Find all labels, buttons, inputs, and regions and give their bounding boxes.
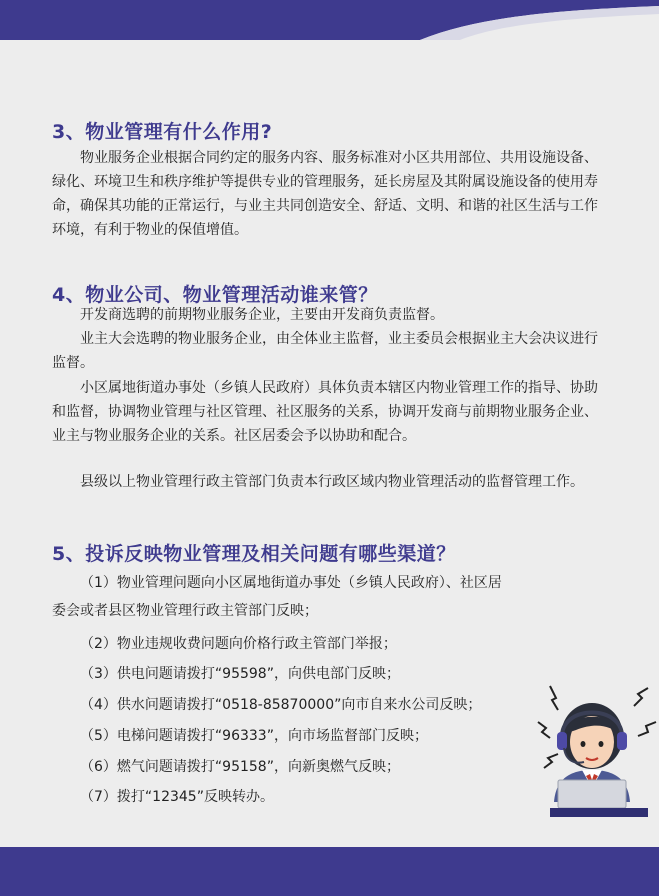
section-4-heading: 4、物业公司、物业管理活动谁来管？ [52, 284, 378, 306]
section-4-paragraph: 业主大会选聘的物业服务企业，由全体业主监督，业主委员会根据业主大会决议进行监督。 [52, 331, 598, 371]
section-3-heading: 3、物业管理有什么作用? [52, 121, 273, 143]
channel-list-item: （7）拨打“12345”反映转办。 [80, 789, 274, 805]
section-4-paragraph: 县级以上物业管理行政主管部门负责本行政区域内物业管理活动的监督管理工作。 [80, 474, 584, 490]
section-5-heading: 5、投诉反映物业管理及相关问题有哪些渠道？ [52, 543, 456, 565]
channel-list-item: （3）供电问题请拨打“95598”，向供电部门反映； [80, 666, 400, 682]
customer-service-agent-illustration [530, 676, 659, 826]
channel-list-item: （2）物业违规收费问题向价格行政主管部门举报； [80, 636, 397, 652]
channel-list-item [52, 571, 600, 623]
top-decorative-band [0, 0, 659, 40]
channel-item-line: 委会或者县区物业管理行政主管部门反映； [52, 603, 318, 619]
section-4-paragraph: 小区属地街道办事处（乡镇人民政府）具体负责本辖区内物业管理工作的指导、协助和监督，协调物业管理与社区管理、社区服务的关系，协调开发商与前期物业服务企业、业主与物业服务企业的关系。社区居委会予以协助和配合。 [52, 380, 598, 444]
channel-list-item: （6）燃气问题请拨打“95158”，向新奥燃气反映； [80, 759, 400, 775]
channel-list-item: （4）供水问题请拨打“0518-85870000”向市自来水公司反映； [80, 697, 482, 713]
section-3-body: 物业服务企业根据合同约定的服务内容、服务标准对小区共用部位、共用设施设备、绿化、环境卫生和秩序维护等提供专业的管理服务，延长房屋及其附属设施设备的使用寿命，确保其功能的正常运行，与业主共同创造安全、舒适、文明、和谐的社区生活与工作环境，有利于物业的保值增值。 [52, 150, 598, 238]
channel-item-line: （1）物业管理问题向小区属地街道办事处（乡镇人民政府）、社区居 [80, 575, 502, 591]
section-4-paragraph: 开发商选聘的前期物业服务企业，主要由开发商负责监督。 [80, 307, 444, 323]
bottom-decorative-band [0, 847, 659, 896]
channel-list-item: （5）电梯问题请拨打“96333”，向市场监督部门反映； [80, 728, 428, 744]
